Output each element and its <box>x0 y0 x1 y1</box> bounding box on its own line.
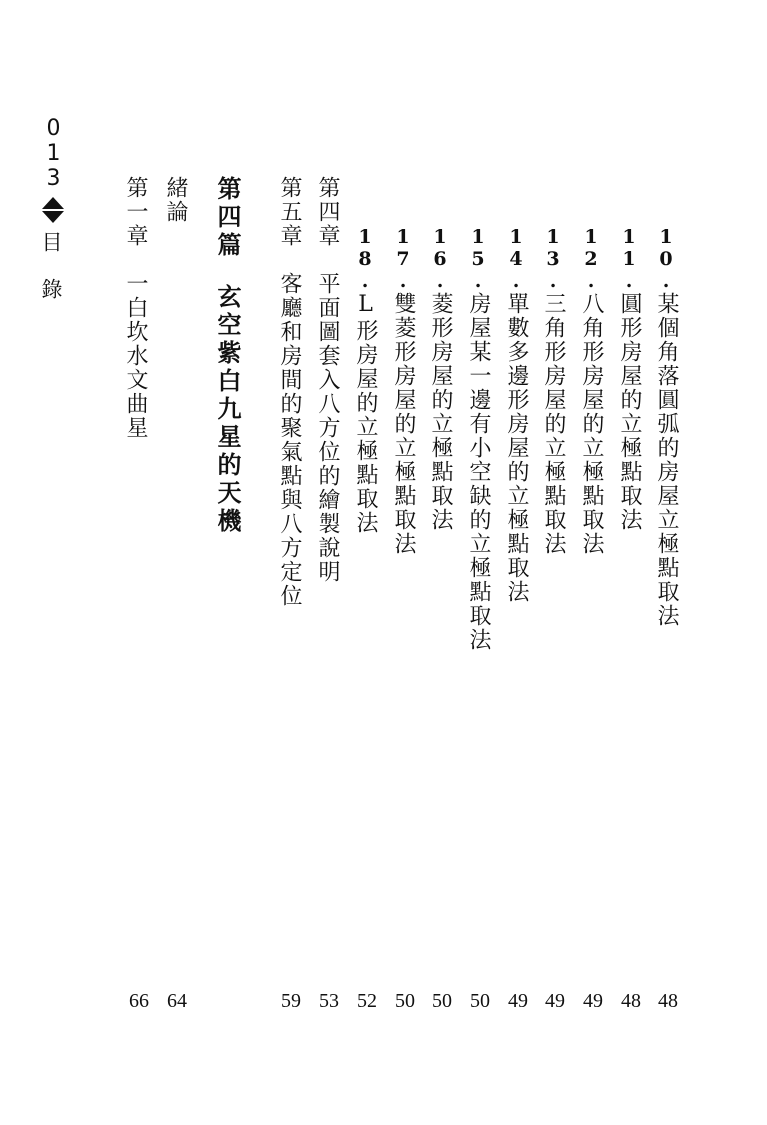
page-ref: 49 <box>545 990 565 1012</box>
entry-number: 13. <box>542 226 564 292</box>
chapter-label: 第一章 <box>123 176 148 248</box>
chapter-title: 客廳和房間的聚氣點與八方定位 <box>277 272 302 608</box>
entry-title: 菱形房屋的立極點取法 <box>428 292 453 532</box>
toc-chapter[interactable] <box>160 176 190 224</box>
toc-chapter[interactable] <box>312 176 342 584</box>
page-ref: 59 <box>281 990 301 1012</box>
toc-entry[interactable] <box>388 226 418 556</box>
page-ref: 52 <box>357 990 377 1012</box>
toc-chapter[interactable] <box>274 176 304 608</box>
entry-number: 10. <box>655 226 677 292</box>
entry-title: 三角形房屋的立極點取法 <box>541 292 566 556</box>
page-number: 013 <box>41 116 66 191</box>
toc-entry[interactable] <box>576 226 606 556</box>
toc-entry[interactable] <box>350 226 380 535</box>
page-ref: 53 <box>319 990 339 1012</box>
entry-number: 18. <box>354 226 376 292</box>
toc-entry[interactable] <box>651 226 681 628</box>
page-ref: 50 <box>470 990 490 1012</box>
chapter-label: 第四章 <box>315 176 340 248</box>
entry-title: 圓形房屋的立極點取法 <box>617 292 642 532</box>
entry-title: 八角形房屋的立極點取法 <box>579 292 604 556</box>
entry-number: 17. <box>392 226 414 292</box>
entry-number: 11. <box>618 226 640 292</box>
part-title: 玄空紫白九星的天機 <box>213 284 241 536</box>
running-title: 目錄 <box>39 231 63 325</box>
page-ref: 49 <box>583 990 603 1012</box>
entry-title: 雙菱形房屋的立極點取法 <box>391 292 416 556</box>
page-ref: 66 <box>129 990 149 1012</box>
page-ref: 50 <box>432 990 452 1012</box>
entry-number: 16. <box>429 226 451 292</box>
entry-title: L形房屋的立極點取法 <box>353 292 378 535</box>
entry-title: 某個角落圓弧的房屋立極點取法 <box>654 292 679 628</box>
page-ref: 48 <box>621 990 641 1012</box>
entry-title: 單數多邊形房屋的立極點取法 <box>504 292 529 604</box>
toc-entry[interactable] <box>538 226 568 556</box>
toc-entry[interactable] <box>425 226 455 532</box>
page-ref: 49 <box>508 990 528 1012</box>
entry-number: 12. <box>580 226 602 292</box>
entry-title: 房屋某一邊有小空缺的立極點取法 <box>466 292 491 652</box>
entry-number: 14. <box>505 226 527 292</box>
toc-entry[interactable] <box>614 226 644 532</box>
toc-part-heading[interactable] <box>212 176 242 536</box>
chapter-title: 一白坎水文曲星 <box>123 272 148 440</box>
toc-entry[interactable] <box>501 226 531 604</box>
toc-chapter[interactable] <box>120 176 150 440</box>
page-ref: 50 <box>395 990 415 1012</box>
page-ref: 48 <box>658 990 678 1012</box>
part-label: 第四篇 <box>213 176 241 260</box>
page-ref: 64 <box>167 990 187 1012</box>
chapter-title: 平面圖套入八方位的繪製說明 <box>315 272 340 584</box>
chapter-title: 緒論 <box>163 176 188 224</box>
chapter-label: 第五章 <box>277 176 302 248</box>
entry-number: 15. <box>467 226 489 292</box>
toc-entry[interactable] <box>463 226 493 652</box>
page-header <box>36 116 76 325</box>
diamond-arrows-icon <box>42 197 64 223</box>
